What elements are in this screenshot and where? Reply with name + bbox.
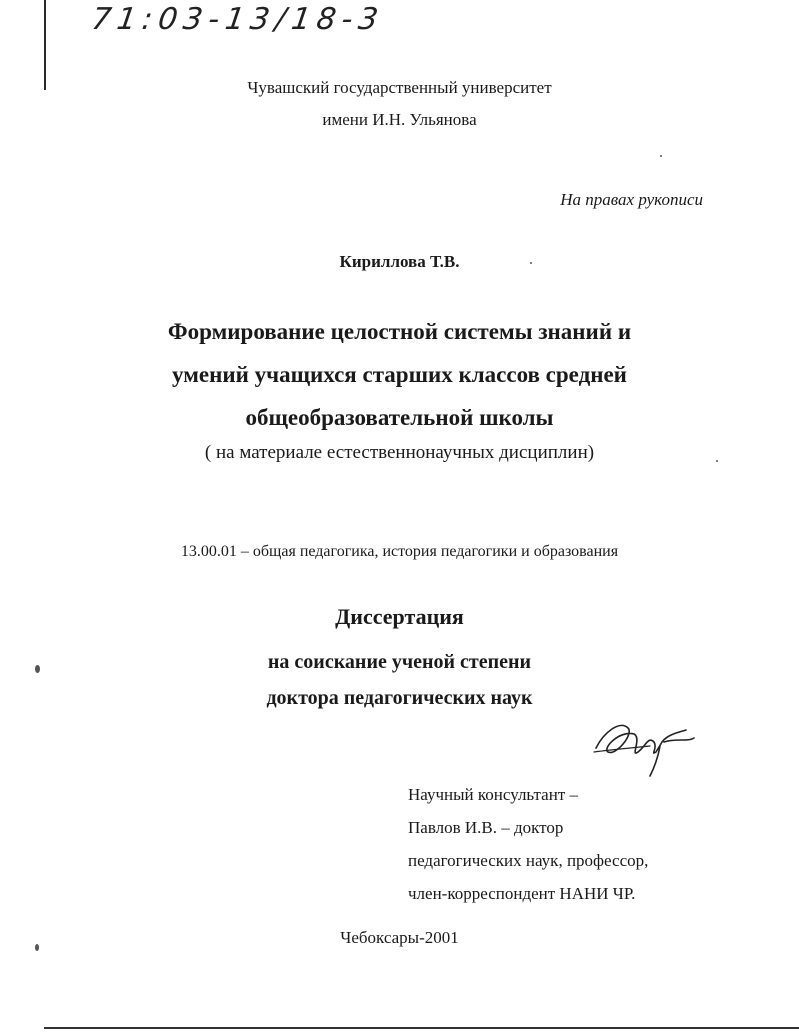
consultant-block [408,778,648,910]
consultant-line: педагогических наук, профессор, [408,851,649,870]
specialty-code: 13.00.01 – общая педагогика, история педагогики и образования [180,543,619,560]
consultant-line: Научный консультант – [408,785,578,804]
scan-edge-bottom [44,1027,799,1029]
university-named-after: имени И.Н. Ульянова [322,110,477,129]
thesis-title-line: общеобразовательной школы [245,405,554,430]
signature-icon [590,712,700,782]
thesis-title [0,310,799,439]
university-name: Чувашский государственный университет [247,78,552,97]
degree-line: доктора педагогических наук [266,687,533,709]
city-year: Чебоксары-2001 [340,928,459,947]
thesis-title-line: умений учащихся старших классов средней [172,362,627,387]
degree-block [0,644,799,716]
consultant-line: член-корреспондент НАНИ ЧР. [408,884,636,903]
thesis-title-line: Формирование целостной системы знаний и [167,319,632,344]
consultant-line: Павлов И.В. – доктор [408,818,564,837]
thesis-subtitle: ( на материале естественнонаучных дисциплин) [204,442,595,463]
archive-number-handwritten: 71:03-13/18-3 [89,2,387,37]
dissertation-heading: Диссертация [335,604,464,629]
author-name: Кириллова Т.В. [339,252,460,271]
manuscript-rights-note: На правах рукописи [560,190,703,209]
scan-speck [660,155,662,157]
university-block [0,72,799,136]
degree-line: на соискание ученой степени [267,651,532,673]
